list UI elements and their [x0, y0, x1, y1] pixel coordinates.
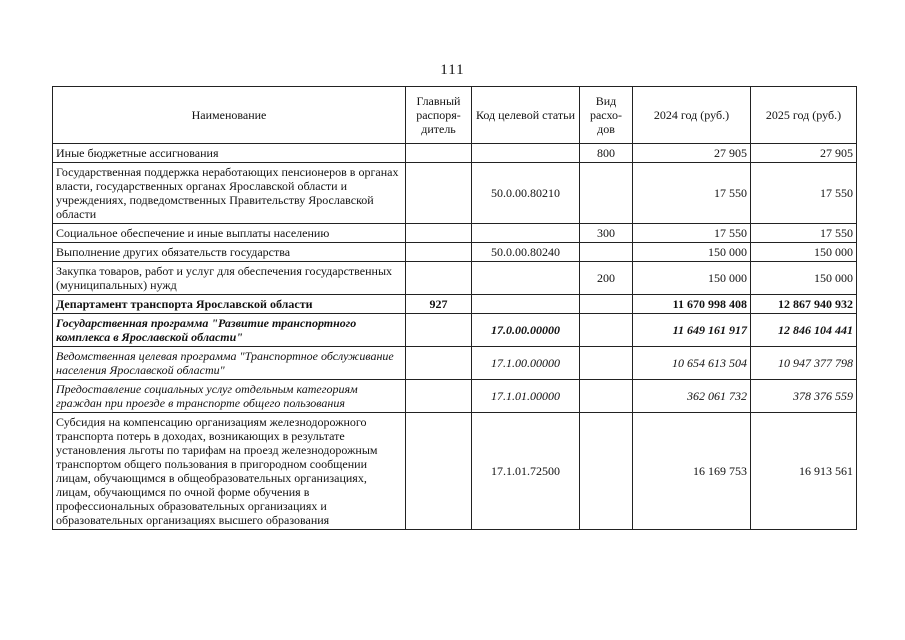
row-name: Ведомственная целевая программа "Транспортное обслуживание населения Ярославской области": [53, 347, 406, 380]
budget-table: [52, 86, 857, 530]
row-name: Выполнение других обязательств государства: [53, 243, 406, 262]
row-code: [472, 224, 580, 243]
row-amount-2025: 10 947 377 798: [751, 347, 857, 380]
row-name: Департамент транспорта Ярославской области: [53, 295, 406, 314]
row-amount-2024: 150 000: [633, 243, 751, 262]
row-manager: [406, 224, 472, 243]
header-code: Код целевой статьи: [472, 87, 580, 144]
header-name: Наименование: [53, 87, 406, 144]
row-name: Субсидия на компенсацию организациям железнодорожного транспорта потерь в доходах, возникающих в результате установления льготы по тарифам на проезд железнодорожным транспортом общего пользования в пригородном сообщении лицам, обучающимся в общеобразовательных организациях, лицам, обучающимся по очной форме обучения в профессиональных образовательных организациях и образовательных организациях высшего образования: [53, 413, 406, 530]
row-amount-2025: 150 000: [751, 243, 857, 262]
row-expense-type: [580, 243, 633, 262]
row-amount-2024: 11 670 998 408: [633, 295, 751, 314]
row-amount-2025: 17 550: [751, 224, 857, 243]
page-number: 111: [440, 62, 465, 78]
table-row: [53, 314, 857, 347]
row-manager: [406, 163, 472, 224]
row-amount-2024: 16 169 753: [633, 413, 751, 530]
row-amount-2024: 150 000: [633, 262, 751, 295]
table-row: [53, 243, 857, 262]
row-amount-2025: 27 905: [751, 144, 857, 163]
row-amount-2025: 12 846 104 441: [751, 314, 857, 347]
row-name: Государственная программа "Развитие транспортного комплекса в Ярославской области": [53, 314, 406, 347]
row-amount-2025: 378 376 559: [751, 380, 857, 413]
row-manager: [406, 262, 472, 295]
row-name: Иные бюджетные ассигнования: [53, 144, 406, 163]
header-year-2024: 2024 год (руб.): [633, 87, 751, 144]
row-manager: [406, 144, 472, 163]
row-amount-2025: 12 867 940 932: [751, 295, 857, 314]
row-expense-type: 800: [580, 144, 633, 163]
row-amount-2024: 17 550: [633, 163, 751, 224]
row-name: Государственная поддержка неработающих пенсионеров в органах власти, государственных органах Ярославской области и учреждениях, подведомственных Правительству Ярославской области: [53, 163, 406, 224]
row-name: Предоставление социальных услуг отдельным категориям граждан при проезде в транспорте общего пользования: [53, 380, 406, 413]
row-code: 17.1.00.00000: [472, 347, 580, 380]
table-row: [53, 224, 857, 243]
row-manager: 927: [406, 295, 472, 314]
table-header-row: [53, 87, 857, 144]
table-row: [53, 163, 857, 224]
row-amount-2024: 362 061 732: [633, 380, 751, 413]
row-code: [472, 144, 580, 163]
row-code: 50.0.00.80240: [472, 243, 580, 262]
row-manager: [406, 243, 472, 262]
row-expense-type: [580, 295, 633, 314]
row-amount-2024: 27 905: [633, 144, 751, 163]
row-name: Социальное обеспечение и иные выплаты населению: [53, 224, 406, 243]
row-name: Закупка товаров, работ и услуг для обеспечения государственных (муниципальных) нужд: [53, 262, 406, 295]
table-row: [53, 144, 857, 163]
row-code: [472, 262, 580, 295]
row-code: 17.0.00.00000: [472, 314, 580, 347]
row-code: 17.1.01.72500: [472, 413, 580, 530]
header-year-2025: 2025 год (руб.): [751, 87, 857, 144]
row-manager: [406, 413, 472, 530]
row-amount-2024: 17 550: [633, 224, 751, 243]
row-amount-2025: 17 550: [751, 163, 857, 224]
row-code: [472, 295, 580, 314]
table-row: [53, 380, 857, 413]
row-amount-2025: 16 913 561: [751, 413, 857, 530]
row-code: 17.1.01.00000: [472, 380, 580, 413]
row-amount-2024: 10 654 613 504: [633, 347, 751, 380]
row-expense-type: 300: [580, 224, 633, 243]
row-amount-2024: 11 649 161 917: [633, 314, 751, 347]
row-code: 50.0.00.80210: [472, 163, 580, 224]
row-expense-type: 200: [580, 262, 633, 295]
row-manager: [406, 380, 472, 413]
row-expense-type: [580, 413, 633, 530]
header-manager: Главный распоря-дитель: [406, 87, 472, 144]
row-expense-type: [580, 347, 633, 380]
row-manager: [406, 314, 472, 347]
table-row: [53, 295, 857, 314]
row-expense-type: [580, 314, 633, 347]
row-expense-type: [580, 163, 633, 224]
table-row: [53, 413, 857, 530]
row-amount-2025: 150 000: [751, 262, 857, 295]
table-row: [53, 347, 857, 380]
row-expense-type: [580, 380, 633, 413]
row-manager: [406, 347, 472, 380]
header-expense-type: Вид расхо-дов: [580, 87, 633, 144]
table-row: [53, 262, 857, 295]
